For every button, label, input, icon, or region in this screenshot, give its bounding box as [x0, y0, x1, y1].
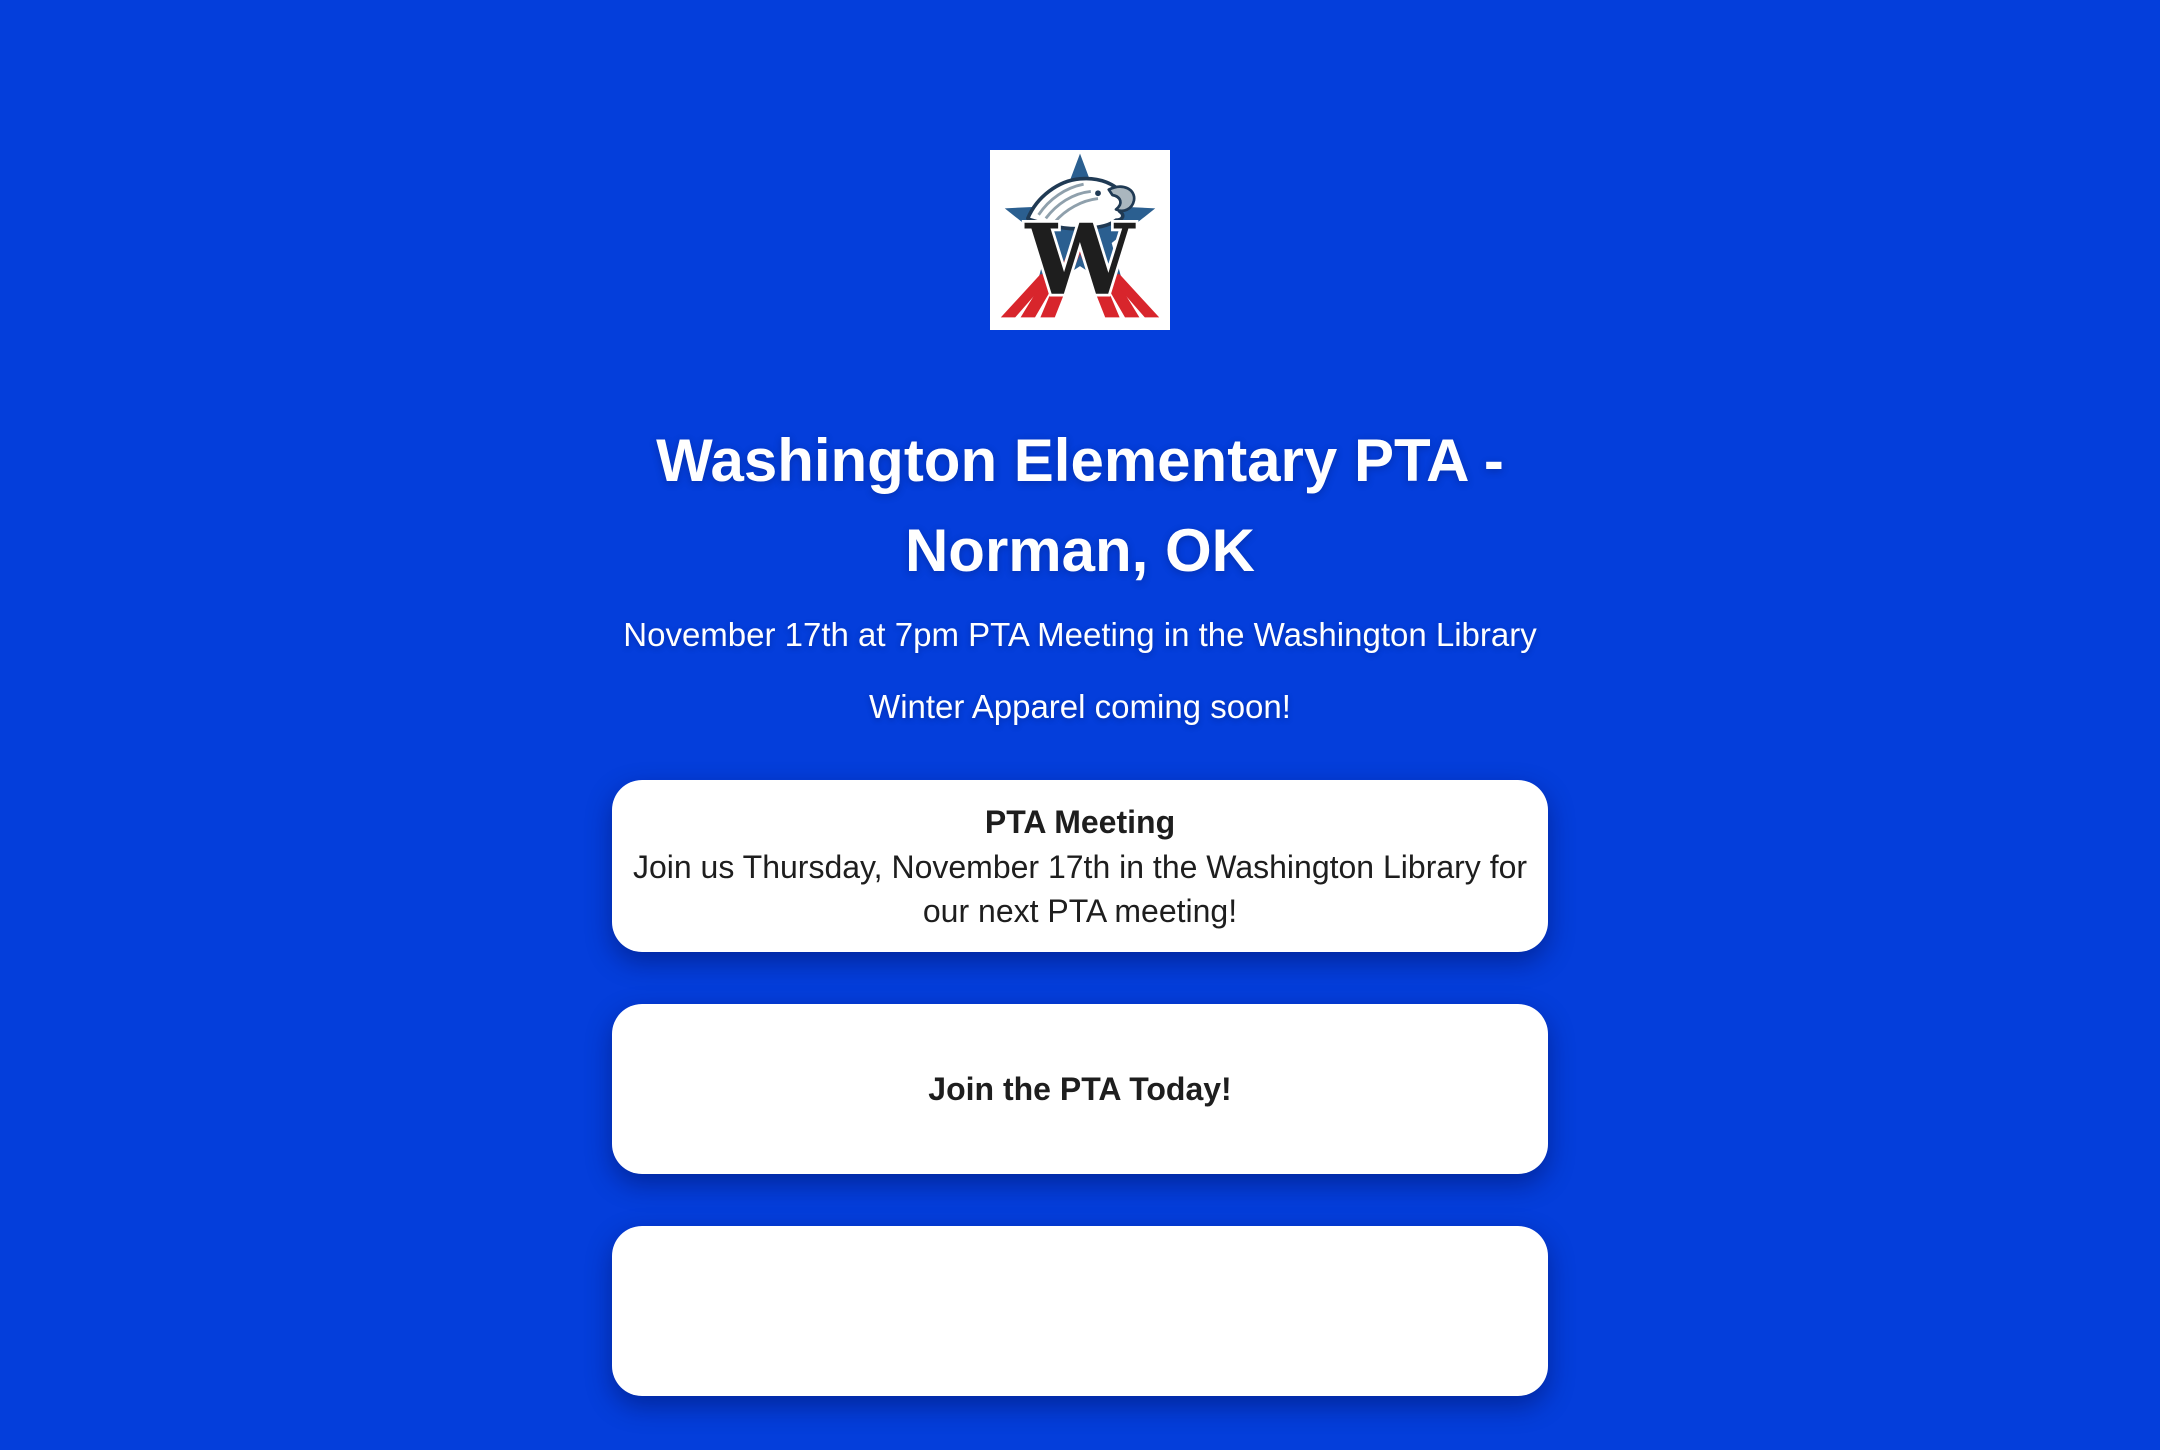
profile-logo: [990, 150, 1170, 330]
profile-page: [612, 150, 1548, 1396]
link-title: Join the PTA Today!: [928, 1071, 1232, 1107]
logo-eagle-eye: [1095, 190, 1101, 196]
link-description: Join us Thursday, November 17th in the Washington Library for our next PTA meeting!: [632, 849, 1528, 929]
link-list: [612, 780, 1548, 1396]
logo-letter-w: W: [1025, 203, 1135, 317]
link-card-join-pta[interactable]: [612, 1004, 1548, 1174]
link-title: PTA Meeting: [984, 804, 1176, 840]
page-title: Washington Elementary PTA - Norman, OK: [656, 427, 1504, 584]
announcement-apparel: Winter Apparel coming soon!: [869, 688, 1291, 725]
link-card-partial-bottom[interactable]: [612, 1226, 1548, 1396]
link-card-pta-meeting[interactable]: [612, 780, 1548, 952]
washington-eagle-logo-icon: [990, 150, 1170, 330]
announcement-meeting: November 17th at 7pm PTA Meeting in the Washington Library: [623, 616, 1537, 653]
